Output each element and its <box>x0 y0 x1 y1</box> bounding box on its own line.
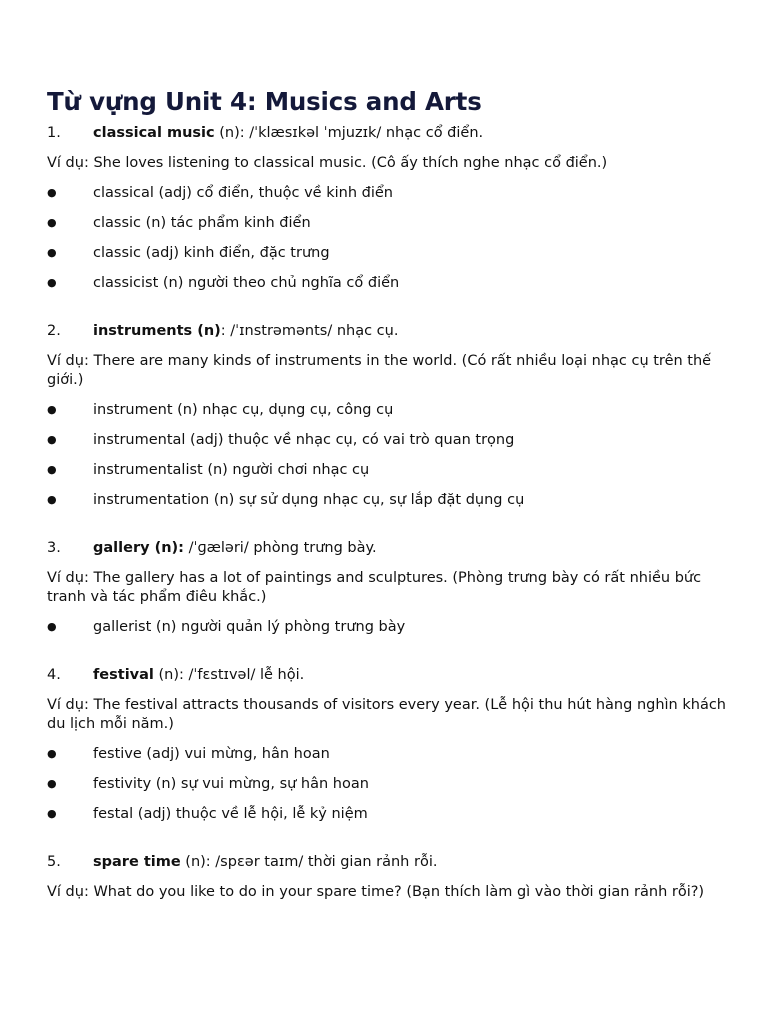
term-definition: (n): /ˈklæsɪkəl ˈmjuzɪk/ nhạc cổ điển. <box>214 125 484 141</box>
term-definition: (n): /ˈfɛstɪvəl/ lễ hội. <box>153 667 305 683</box>
entry-number: 2. <box>47 323 61 339</box>
example-sentence: Ví dụ: The gallery has a lot of paintings and sculptures. (Phòng trưng bày có rất nhiều bức tranh và tác phẩm điêu khắc.) <box>47 570 702 605</box>
list-item: ● classical (adj) cổ điển, thuộc về kinh điển <box>47 184 732 203</box>
entry-number: 1. <box>47 125 61 141</box>
example-sentence: Ví dụ: The festival attracts thousands of visitors every year. (Lễ hội thu hút hàng nghìn khách du lịch mỗi năm.) <box>47 697 726 732</box>
bullet-icon <box>47 775 93 794</box>
vocab-entry-1 <box>47 124 732 293</box>
list-item: ● festal (adj) thuộc về lễ hội, lễ kỷ niệm <box>47 805 732 824</box>
bullet-icon <box>47 274 93 293</box>
headword-line <box>47 124 732 143</box>
list-item: ● festivity (n) sự vui mừng, sự hân hoan <box>47 775 732 794</box>
list-item: ● classic (adj) kinh điển, đặc trưng <box>47 244 732 263</box>
vocab-term: classical music <box>93 125 215 141</box>
bullet-icon <box>47 805 93 824</box>
list-item: ● gallerist (n) người quản lý phòng trưng bày <box>47 618 732 637</box>
vocab-entry-3 <box>47 539 732 637</box>
bullet-icon <box>47 745 93 764</box>
term-definition: (n): /spɛər taɪm/ thời gian rảnh rỗi. <box>180 854 438 870</box>
vocab-entry-5 <box>47 853 732 902</box>
bullet-icon <box>47 244 93 263</box>
entry-number: 3. <box>47 540 61 556</box>
vocab-term: gallery (n): <box>93 540 184 556</box>
bullet-icon <box>47 491 93 510</box>
term-definition: /ˈɡæləri/ phòng trưng bày. <box>183 540 377 556</box>
vocab-term: instruments (n) <box>93 323 221 339</box>
list-item: ● instrumentation (n) sự sử dụng nhạc cụ, sự lắp đặt dụng cụ <box>47 491 732 510</box>
headword-line <box>47 322 732 341</box>
list-item: ● instrument (n) nhạc cụ, dụng cụ, công cụ <box>47 401 732 420</box>
vocab-term: festival <box>93 667 154 683</box>
page-title: Từ vựng Unit 4: Musics and Arts <box>47 87 482 116</box>
bullet-icon <box>47 401 93 420</box>
bullet-icon <box>47 184 93 203</box>
vocab-entry-4 <box>47 666 732 824</box>
list-item: ● instrumentalist (n) người chơi nhạc cụ <box>47 461 732 480</box>
term-definition: : /ˈɪnstrəmənts/ nhạc cụ. <box>220 323 399 339</box>
bullet-icon <box>47 461 93 480</box>
headword-line <box>47 853 732 872</box>
list-item: ● instrumental (adj) thuộc về nhạc cụ, có vai trò quan trọng <box>47 431 732 450</box>
example-sentence: Ví dụ: There are many kinds of instruments in the world. (Có rất nhiều loại nhạc cụ trên thế giới.) <box>47 353 712 388</box>
bullet-icon <box>47 431 93 450</box>
example-sentence: Ví dụ: What do you like to do in your spare time? (Bạn thích làm gì vào thời gian rảnh rỗi?) <box>47 884 705 900</box>
bullet-icon <box>47 618 93 637</box>
entry-number: 5. <box>47 854 61 870</box>
vocab-entry-2 <box>47 322 732 510</box>
bullet-icon <box>47 214 93 233</box>
headword-line <box>47 666 732 685</box>
vocabulary-list <box>47 124 732 902</box>
example-sentence: Ví dụ: She loves listening to classical music. (Cô ấy thích nghe nhạc cổ điển.) <box>47 155 608 171</box>
headword-line <box>47 539 732 558</box>
list-item: ● festive (adj) vui mừng, hân hoan <box>47 745 732 764</box>
entry-number: 4. <box>47 667 61 683</box>
list-item: ● classicist (n) người theo chủ nghĩa cổ điển <box>47 274 732 293</box>
list-item: ● classic (n) tác phẩm kinh điển <box>47 214 732 233</box>
vocab-term: spare time <box>93 854 181 870</box>
